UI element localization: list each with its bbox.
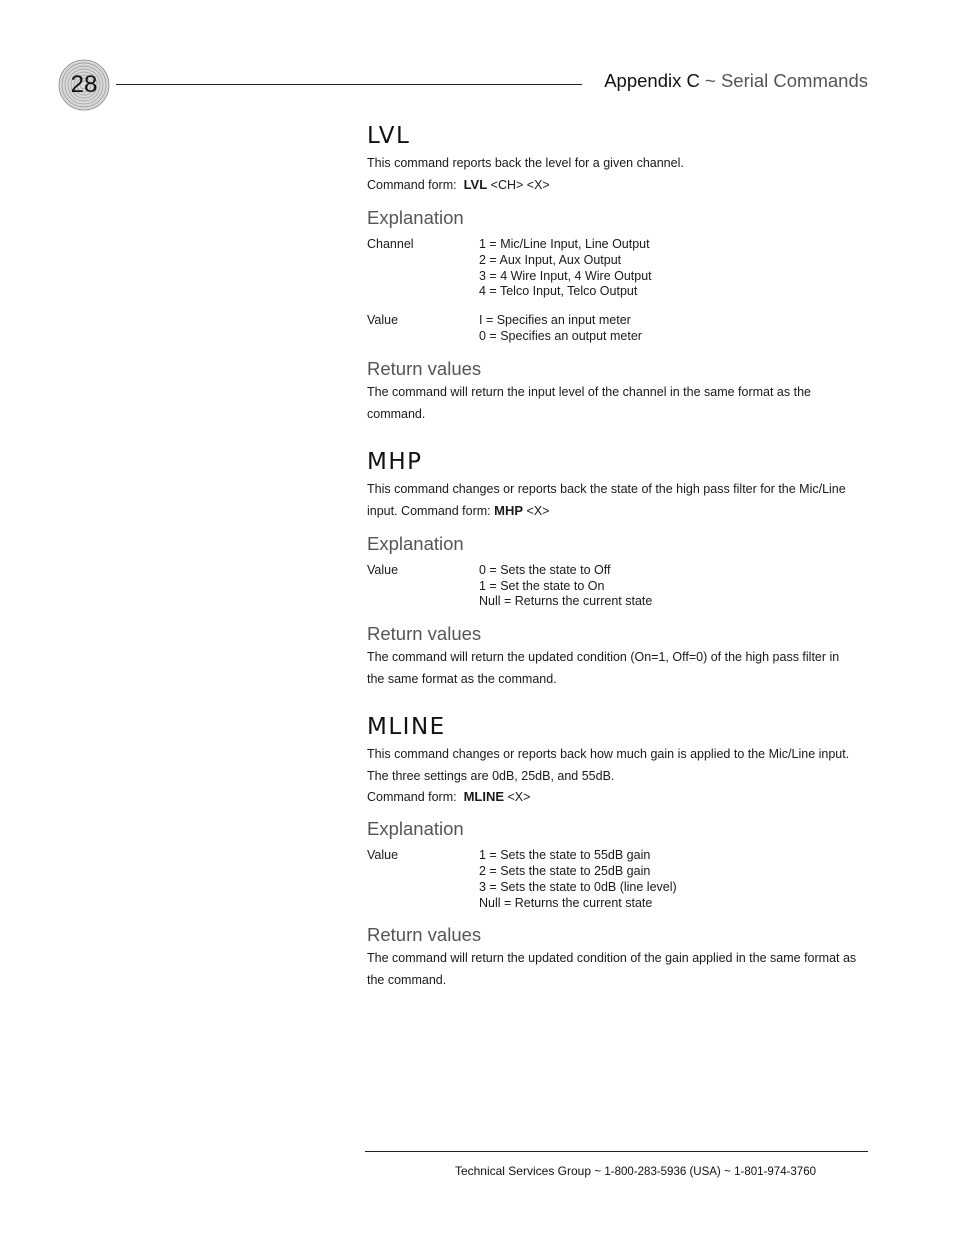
lvl-command-args: <CH> <X>: [490, 178, 550, 192]
footer-rule: [365, 1151, 868, 1152]
lvl-channel-line: 1 = Mic/Line Input, Line Output: [479, 237, 650, 251]
lvl-channel-line: 3 = 4 Wire Input, 4 Wire Output: [479, 268, 652, 283]
mhp-explanation-heading: Explanation: [367, 532, 464, 554]
mline-value-line: 2 = Sets the state to 25dB gain: [479, 863, 651, 878]
mline-value-definition: [367, 848, 857, 911]
footer-phone-usa: 1-800-283-5936 (USA): [604, 1166, 721, 1178]
lvl-command-prefix: Command form:: [367, 178, 457, 192]
header-separator: ~: [705, 70, 716, 91]
footer-separator: ~: [724, 1166, 731, 1178]
mhp-return-text: The command will return the updated condition (On=1, Off=0) of the high pass filter in the same format as the command.: [367, 650, 840, 687]
lvl-explanation-heading: Explanation: [367, 207, 464, 228]
mhp-command-args: <X>: [526, 503, 550, 518]
lvl-channel-line: 2 = Aux Input, Aux Output: [479, 252, 622, 267]
mline-value-line: 3 = Sets the state to 0dB (line level): [479, 879, 677, 894]
mline-explanation-heading: Explanation: [367, 818, 464, 840]
mline-value-line: 1 = Sets the state to 55dB gain: [479, 848, 651, 863]
mline-return-text: The command will return the updated condition of the gain applied in the same format as the command.: [367, 951, 857, 988]
mline-title: MLINE: [367, 714, 446, 741]
main-content: [367, 120, 857, 991]
mhp-value-line: 0 = Sets the state to Off: [479, 562, 611, 577]
footer: [455, 1164, 816, 1178]
lvl-value-line: 0 = Specifies an output meter: [479, 328, 642, 343]
mhp-value-definition: [367, 563, 857, 610]
mhp-title: MHP: [367, 448, 423, 475]
footer-group: Technical Services Group: [454, 1164, 591, 1178]
lvl-channel-line: 4 = Telco Input, Telco Output: [479, 284, 638, 299]
header-title: [604, 70, 868, 92]
footer-phone-intl: 1-801-974-3760: [734, 1166, 816, 1178]
footer-separator: ~: [594, 1166, 602, 1178]
lvl-value-term: Value: [367, 313, 399, 328]
mline-value-line: Null = Returns the current state: [479, 895, 653, 910]
section-label: Serial Commands: [720, 70, 868, 91]
mhp-command-name: MHP: [494, 502, 524, 518]
lvl-channel-term: Channel: [367, 237, 414, 251]
lvl-description: This command reports back the level for a given channel.: [367, 156, 684, 170]
mline-return-heading: Return values: [367, 924, 482, 946]
lvl-value-line: I = Specifies an input meter: [479, 313, 631, 328]
mline-command-prefix: Command form:: [367, 790, 457, 805]
lvl-return-heading: Return values: [367, 357, 482, 379]
mhp-value-term: Value: [367, 562, 399, 577]
mline-command-name: MLINE: [463, 789, 505, 805]
lvl-channel-definition: [367, 237, 857, 300]
lvl-title: LVL: [367, 123, 411, 149]
mline-command-args: <X>: [507, 790, 531, 805]
mhp-description: [367, 478, 857, 522]
lvl-command-form: [367, 174, 857, 196]
page-number: 28: [70, 71, 98, 98]
page-number-badge: [58, 59, 110, 111]
mline-command-form: [367, 787, 857, 807]
lvl-command-name: LVL: [463, 177, 488, 192]
mhp-value-line: Null = Returns the current state: [479, 594, 653, 609]
mline-description: This command changes or reports back how much gain is applied to the Mic/Line input. The three settings are 0dB, 25dB, and 55dB.: [367, 747, 850, 784]
appendix-label: Appendix C: [604, 70, 700, 91]
mhp-value-line: 1 = Set the state to On: [479, 578, 605, 593]
lvl-value-definition: [367, 313, 857, 345]
mline-value-term: Value: [367, 848, 399, 863]
header-rule: [116, 84, 582, 85]
lvl-return-text: The command will return the input level of the channel in the same format as the command.: [367, 384, 811, 421]
mhp-return-heading: Return values: [367, 623, 482, 645]
mhp-description-text: This command changes or reports back the state of the high pass filter for the Mic/Line input. Command form:: [367, 481, 846, 518]
